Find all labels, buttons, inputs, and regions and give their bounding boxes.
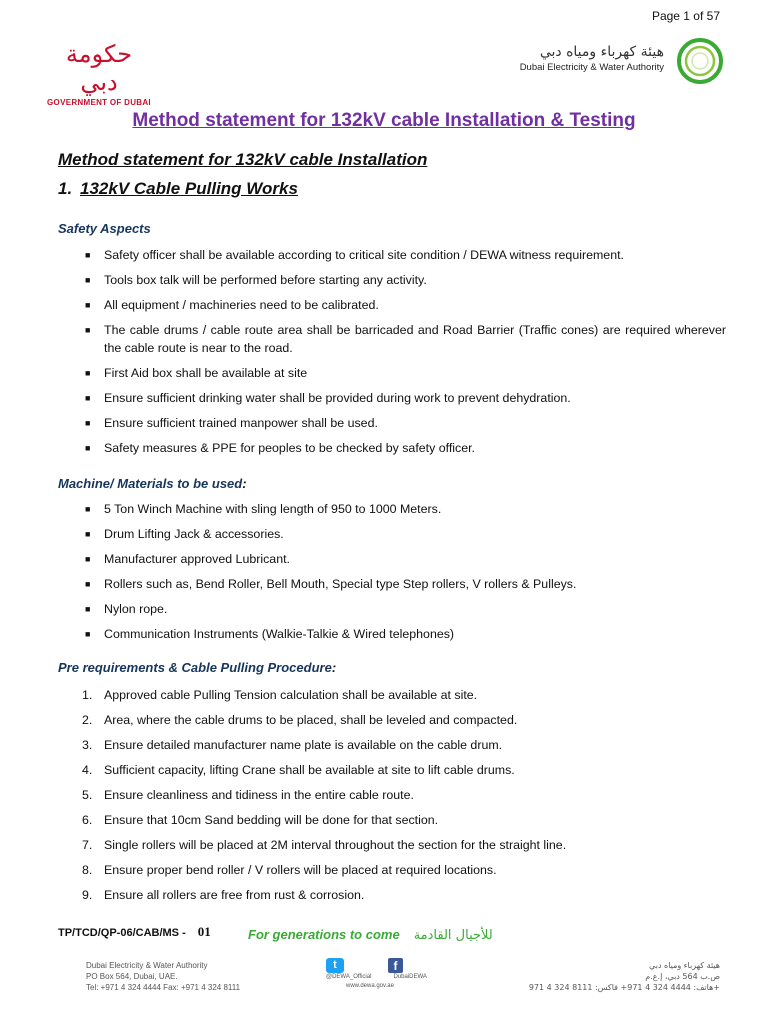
pre-requirements-list	[58, 686, 726, 904]
facebook-handle[interactable]: DubaiDEWA	[393, 974, 427, 980]
list-item: 9. Ensure all rollers are free from rust & corrosion.	[82, 888, 365, 902]
bullet-icon: ■	[85, 275, 91, 285]
list-item: 7. Single rollers will be placed at 2M interval throughout the section for the straight line.	[82, 838, 567, 852]
facebook-icon[interactable]: f	[388, 958, 403, 973]
list-item: 5. Ensure cleanliness and tidiness in the entire cable route.	[82, 788, 414, 802]
pre-requirements-heading: Pre requirements & Cable Pulling Procedure:	[58, 660, 337, 675]
subsection-number: 1.	[58, 179, 73, 198]
government-of-dubai-logo	[44, 40, 154, 107]
list-item: 1. Approved cable Pulling Tension calculation shall be available at site.	[82, 688, 478, 702]
bullet-icon: ■	[85, 604, 91, 614]
dewa-logo	[456, 36, 726, 86]
machine-list	[58, 500, 726, 643]
twitter-icon[interactable]: t	[326, 958, 344, 973]
list-item: ■ Drum Lifting Jack & accessories.	[85, 527, 284, 541]
bullet-icon: ■	[85, 300, 91, 310]
document-title: Method statement for 132kV cable Installation & Testing	[132, 110, 636, 131]
dewa-logo-arabic: هيئة كهرباء ومياه دبي	[539, 44, 664, 60]
list-item: ■ Communication Instruments (Walkie-Talkie & Wired telephones)	[85, 627, 455, 641]
list-item: 2. Area, where the cable drums to be placed, shall be leveled and compacted.	[82, 713, 518, 727]
bullet-icon: ■	[85, 393, 91, 403]
gov-logo-english: GOVERNMENT OF DUBAI	[47, 98, 151, 107]
list-item: ■ The cable drums / cable route area shall be barricaded and Road Barrier (Traffic cones) are required wherever the cable route is near to the road.	[85, 323, 726, 355]
list-item: ■ Tools box talk will be performed before starting any activity.	[85, 273, 427, 287]
list-item: ■ Manufacturer approved Lubricant.	[85, 552, 290, 566]
list-item: ■ Ensure sufficient drinking water shall be provided during work to prevent dehydration.	[85, 391, 571, 405]
bullet-icon: ■	[85, 368, 91, 378]
bullet-icon: ■	[85, 554, 91, 564]
twitter-handle[interactable]: @DEWA_Official	[326, 974, 372, 980]
bullet-icon: ■	[85, 250, 91, 260]
bullet-icon: ■	[85, 325, 91, 335]
bullet-icon: ■	[85, 443, 91, 453]
bullet-icon: ■	[85, 579, 91, 589]
list-item: ■ Rollers such as, Bend Roller, Bell Mouth, Special type Step rollers, V rollers & Pulleys.	[85, 577, 577, 591]
safety-list	[58, 246, 726, 457]
machine-materials-heading: Machine/ Materials to be used:	[58, 476, 247, 491]
bullet-icon: ■	[85, 504, 91, 514]
revision-number: 01	[197, 924, 211, 939]
section-heading: Method statement for 132kV cable Installation	[58, 150, 428, 169]
list-item: ■ Safety measures & PPE for peoples to be checked by safety officer.	[85, 441, 476, 455]
list-item: ■ First Aid box shall be available at site	[85, 366, 308, 380]
list-item: ■ Safety officer shall be available according to critical site condition / DEWA witness requirement.	[85, 248, 624, 262]
document-code: TP/TCD/QP-06/CAB/MS - 01	[58, 924, 211, 939]
safety-aspects-heading: Safety Aspects	[58, 221, 151, 236]
page-number: Page 1 of 57	[651, 9, 720, 23]
list-item: ■ 5 Ton Winch Machine with sling length of 950 to 1000 Meters.	[85, 502, 442, 516]
footer-social	[326, 958, 446, 989]
list-item: 3. Ensure detailed manufacturer name plate is available on the cable drum.	[82, 738, 503, 752]
bullet-icon: ■	[85, 529, 91, 539]
dewa-slogan: For generations to come للأجيال القادمة	[248, 927, 493, 943]
subsection-title: 132kV Cable Pulling Works	[80, 179, 298, 198]
list-item: ■ Nylon rope.	[85, 602, 168, 616]
dewa-circle-icon	[674, 36, 726, 86]
list-item: 8. Ensure proper bend roller / V rollers will be placed at required locations.	[82, 863, 497, 877]
subsection-heading	[58, 179, 298, 199]
footer-address: Dubai Electricity & Water Authority PO Box 564, Dubai, UAE. Tel: +971 4 324 4444 Fax: +971 4 324 8111	[86, 961, 241, 992]
list-item: ■ Ensure sufficient trained manpower shall be used.	[85, 416, 378, 430]
bullet-icon: ■	[85, 629, 91, 639]
list-item: 6. Ensure that 10cm Sand bedding will be done for that section.	[82, 813, 439, 827]
bullet-icon: ■	[85, 418, 91, 428]
website-link[interactable]: www.dewa.gov.ae	[346, 983, 394, 989]
dewa-logo-english: Dubai Electricity & Water Authority	[519, 62, 664, 73]
footer-address-arabic: هيئة كهرباء ومياه دبي ص.ب 564 دبي، إ.ع.م هاتف: 4444 324 4 971+ فاكس: 8111 324 4 971+	[528, 961, 720, 992]
list-item: 4. Sufficient capacity, lifting Crane shall be available at site to lift cable drums.	[82, 763, 515, 777]
gov-logo-arabic: حكومة دبي	[65, 40, 133, 96]
list-item: ■ All equipment / machineries need to be calibrated.	[85, 298, 379, 312]
